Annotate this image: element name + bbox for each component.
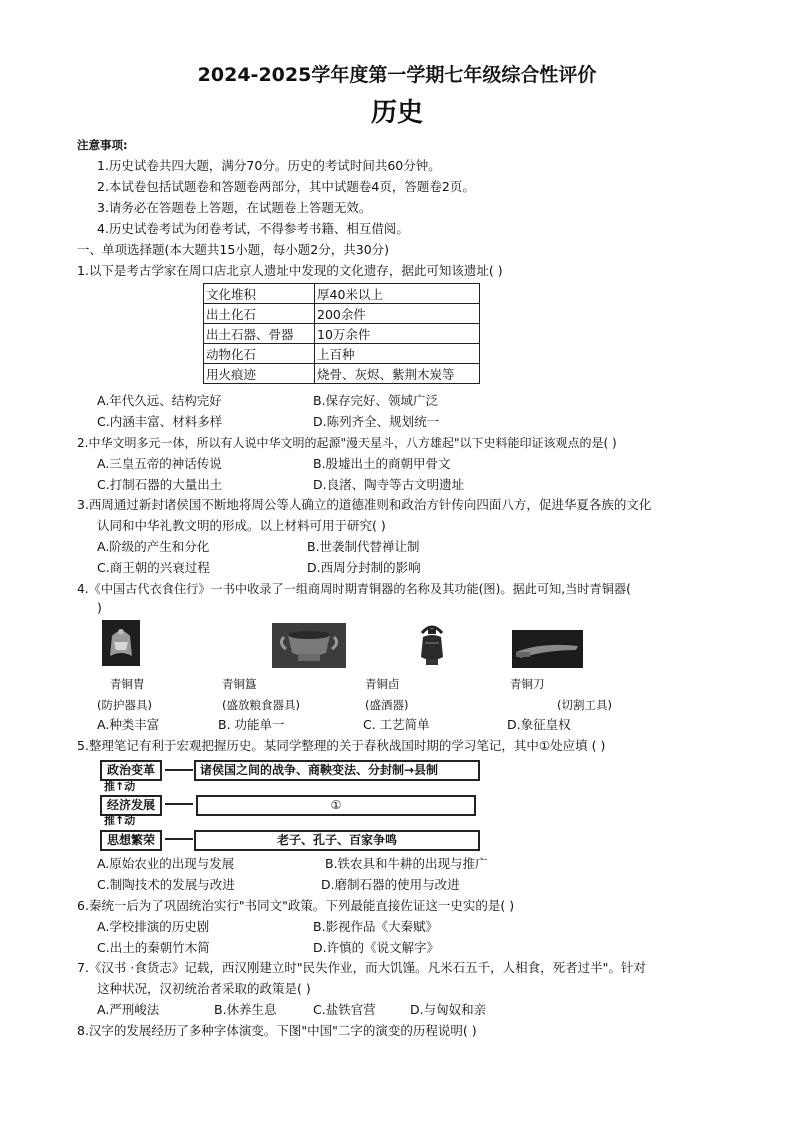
- bronze-you-image: [415, 621, 449, 668]
- q6-option-a[interactable]: A.学校排演的历史剧: [97, 919, 210, 934]
- q3-option-b[interactable]: B.世袭制代替禅让制: [307, 539, 420, 554]
- table-cell: 厚40米以上: [315, 284, 480, 304]
- question-4-stem: 4.《中国古代衣食住行》一书中收录了一组商周时期青铜器的名称及其功能(图)。据此可知,当时青铜器(: [77, 582, 631, 596]
- bronze-knife-image: [512, 630, 583, 668]
- note-item: 3.请务必在答题卷上答题，在试题卷上答题无效。: [97, 200, 372, 215]
- question-3-stem: 3.西周通过新封诸侯国不断地将周公等人确立的道德准则和政治方针传向四面八方，促进华夏各族的文化: [77, 497, 652, 512]
- bronze-function-label: (切割工具): [557, 698, 612, 712]
- label-politics: 政治变革: [100, 760, 162, 781]
- question-5-stem: 5.整理笔记有利于宏观把握历史。某同学整理的关于春秋战国时期的学习笔记，其中①处应填 ( ): [77, 738, 606, 753]
- table-cell: 用火痕迹: [204, 364, 315, 384]
- q2-option-a[interactable]: A.三皇五帝的神话传说: [97, 456, 222, 471]
- q5-option-a[interactable]: A.原始农业的出现与发展: [97, 856, 235, 871]
- question-7-stem-cont: 这种状况，汉初统治者采取的政策是( ): [97, 981, 311, 996]
- q6-option-b[interactable]: B.影视作品《大秦赋》: [313, 919, 439, 934]
- q7-option-c[interactable]: C.盐铁官营: [313, 1002, 376, 1017]
- q1-option-c[interactable]: C.内涵丰富、材料多样: [97, 414, 223, 429]
- q6-option-d[interactable]: D.许慎的《说文解字》: [313, 940, 440, 955]
- content-economy-blank: ①: [196, 795, 476, 816]
- q6-option-c[interactable]: C.出土的秦朝竹木简: [97, 940, 210, 955]
- note-item: 2.本试卷包括试题卷和答题卷两部分，其中试题卷4页，答题卷2页。: [97, 179, 475, 194]
- table-row: [204, 364, 480, 384]
- q1-option-b[interactable]: B.保存完好、领域广泛: [313, 393, 439, 408]
- question-4-stem-cont: ): [97, 600, 102, 615]
- q4-option-c[interactable]: C. 工艺简单: [363, 717, 430, 732]
- q2-option-d[interactable]: D.良渚、陶寺等古文明遗址: [313, 477, 465, 492]
- bronze-name-label: 青铜卣: [365, 677, 400, 691]
- table-row: [204, 304, 480, 324]
- arrow-label: 推↑动: [104, 814, 136, 827]
- table-cell: 烧骨、灰烬、紫荆木炭等: [315, 364, 480, 384]
- question-8-stem: 8.汉字的发展经历了多种字体演变。下图"中国"二字的演变的历程说明( ): [77, 1023, 477, 1038]
- q4-option-b[interactable]: B. 功能单一: [218, 717, 285, 732]
- table-row: [204, 344, 480, 364]
- q3-option-c[interactable]: C.商王朝的兴衰过程: [97, 560, 210, 575]
- question-1-stem: 1.以下是考古学家在周口店北京人遗址中发现的文化遗存，据此可知该遗址( ): [77, 263, 503, 278]
- bronze-gui-image: [272, 623, 346, 668]
- q1-option-d[interactable]: D.陈列齐全、规划统一: [313, 414, 440, 429]
- question-2-stem: 2.中华文明多元一体，所以有人说中华文明的起源"漫天星斗，八方雄起"以下史料能印证该观点的是( ): [77, 436, 617, 450]
- arrow-label: 推↑动: [104, 780, 136, 793]
- section-heading: 一、单项选择题(本大题共15小题，每小题2分，共30分): [77, 242, 390, 257]
- table-cell: 文化堆积: [204, 284, 315, 304]
- notes-heading: 注意事项:: [77, 138, 128, 152]
- exam-title: 2024-2025学年度第一学期七年级综合性评价: [197, 64, 597, 86]
- bronze-function-label: (防护器具): [97, 698, 152, 712]
- bronze-name-label: 青铜簋: [222, 677, 257, 691]
- content-thought: 老子、孔子、百家争鸣: [194, 830, 480, 851]
- connector-line: [165, 769, 193, 771]
- q1-artifact-table: [203, 283, 480, 384]
- q5-option-b[interactable]: B.铁农具和牛耕的出现与推广: [325, 856, 488, 871]
- bronze-name-label: 青铜胄: [110, 677, 145, 691]
- bronze-function-label: (盛酒器): [365, 698, 409, 712]
- q2-option-b[interactable]: B.殷墟出土的商朝甲骨文: [313, 456, 451, 471]
- q4-option-a[interactable]: A.种类丰富: [97, 717, 160, 732]
- table-cell: 上百种: [315, 344, 480, 364]
- q5-option-c[interactable]: C.制陶技术的发展与改进: [97, 877, 235, 892]
- question-3-stem-cont: 认同和中华礼教文明的形成。以上材料可用于研究( ): [97, 518, 386, 533]
- bronze-helmet-image: [102, 620, 140, 666]
- q2-option-c[interactable]: C.打制石器的大量出土: [97, 477, 223, 492]
- q5-option-d[interactable]: D.磨制石器的使用与改进: [321, 877, 460, 892]
- question-7-stem: 7.《汉书 ·食货志》记载，西汉刚建立时"民失作业，而大饥馑。凡米石五千，人相食，死者过半"。针对: [77, 960, 646, 975]
- bronze-name-label: 青铜刀: [510, 677, 545, 691]
- label-thought: 思想繁荣: [100, 830, 162, 851]
- connector-line: [165, 803, 193, 805]
- subject-title: 历史: [370, 98, 423, 128]
- table-cell: 动物化石: [204, 344, 315, 364]
- bronze-function-label: (盛放粮食器具): [222, 698, 300, 712]
- table-cell: 200余件: [315, 304, 480, 324]
- q4-option-d[interactable]: D.象征皇权: [507, 717, 571, 732]
- q3-option-d[interactable]: D.西周分封制的影响: [307, 560, 421, 575]
- q7-option-d[interactable]: D.与匈奴和亲: [410, 1002, 487, 1017]
- note-item: 4.历史试卷考试为闭卷考试，不得参考书籍、相互借阅。: [97, 221, 409, 236]
- q7-option-b[interactable]: B.休养生息: [214, 1002, 277, 1017]
- table-row: [204, 284, 480, 304]
- note-item: 1.历史试卷共四大题，满分70分。历史的考试时间共60分钟。: [97, 158, 441, 173]
- table-cell: 出土石器、骨器: [204, 324, 315, 344]
- connector-line: [165, 838, 193, 840]
- table-cell: 出土化石: [204, 304, 315, 324]
- q3-option-a[interactable]: A.阶级的产生和分化: [97, 539, 210, 554]
- question-6-stem: 6.秦统一后为了巩固统治实行"书同文"政策。下列最能直接佐证这一史实的是( ): [77, 898, 515, 913]
- q7-option-a[interactable]: A.严刑峻法: [97, 1002, 160, 1017]
- table-row: [204, 324, 480, 344]
- content-politics: 诸侯国之间的战争、商鞅变法、分封制→县制: [194, 760, 480, 781]
- q1-option-a[interactable]: A.年代久远、结构完好: [97, 393, 222, 408]
- label-economy: 经济发展: [100, 795, 162, 816]
- table-cell: 10万余件: [315, 324, 480, 344]
